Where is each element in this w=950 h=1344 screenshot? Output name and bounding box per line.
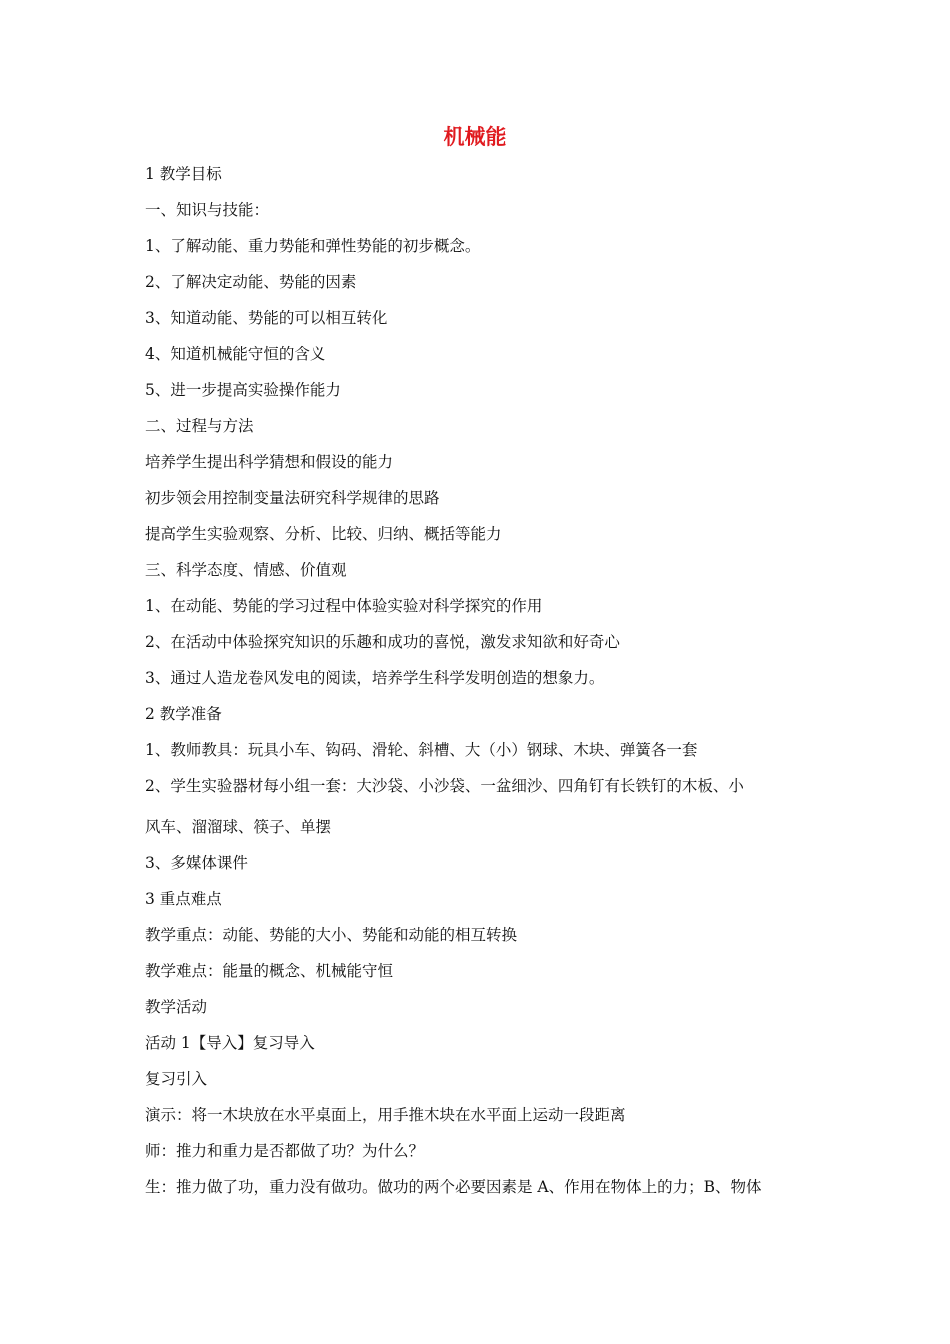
preparation-item-1: 1、教师教具：玩具小车、钩码、滑轮、斜槽、大（小）钢球、木块、弹簧各一套	[145, 741, 698, 759]
subheading-process-method: 二、过程与方法	[145, 417, 254, 435]
objective-item-2: 2、了解决定动能、势能的因素	[145, 273, 357, 291]
document-title: 机械能	[443, 125, 507, 149]
process-item-2: 初步领会用控制变量法研究科学规律的思路	[145, 489, 440, 507]
section-heading-activities: 教学活动	[145, 998, 208, 1016]
process-item-3: 提高学生实验观察、分析、比较、归纳、概括等能力	[145, 525, 502, 543]
objective-item-4: 4、知道机械能守恒的含义	[145, 345, 326, 363]
activity-student-answer: 生：推力做了功，重力没有做功。做功的两个必要因素是 A、作用在物体上的力；B、物体	[145, 1178, 762, 1196]
attitude-item-1: 1、在动能、势能的学习过程中体验实验对科学探究的作用	[145, 597, 543, 615]
subheading-attitude-values: 三、科学态度、情感、价值观	[145, 561, 347, 579]
activity-review-label: 复习引入	[145, 1070, 208, 1088]
preparation-item-2: 2、学生实验器材每小组一套：大沙袋、小沙袋、一盆细沙、四角钉有长铁钉的木板、小	[145, 777, 744, 795]
process-item-1: 培养学生提出科学猜想和假设的能力	[145, 453, 394, 471]
activity-demo-text: 演示：将一木块放在水平桌面上，用手推木块在水平面上运动一段距离	[145, 1106, 626, 1124]
preparation-item-3: 3、多媒体课件	[145, 854, 248, 872]
objective-item-5: 5、进一步提高实验操作能力	[145, 381, 341, 399]
section-heading-key-points: 3 重点难点	[145, 890, 222, 908]
subheading-knowledge-skills: 一、知识与技能：	[145, 201, 270, 219]
key-point-focus: 教学重点：动能、势能的大小、势能和动能的相互转换	[145, 926, 518, 944]
section-heading-preparation: 2 教学准备	[145, 705, 222, 723]
activity-1-heading: 活动 1【导入】复习导入	[145, 1034, 315, 1052]
attitude-item-3: 3、通过人造龙卷风发电的阅读，培养学生科学发明创造的想象力。	[145, 669, 605, 687]
objective-item-1: 1、了解动能、重力势能和弹性势能的初步概念。	[145, 237, 481, 255]
objective-item-3: 3、知道动能、势能的可以相互转化	[145, 309, 388, 327]
preparation-item-2-continued: 风车、溜溜球、筷子、单摆	[145, 818, 332, 836]
key-point-difficulty: 教学难点：能量的概念、机械能守恒	[145, 962, 394, 980]
activity-teacher-question: 师：推力和重力是否都做了功？为什么？	[145, 1142, 425, 1160]
attitude-item-2: 2、在活动中体验探究知识的乐趣和成功的喜悦，激发求知欲和好奇心	[145, 633, 620, 651]
section-heading-objectives: 1 教学目标	[145, 165, 222, 183]
